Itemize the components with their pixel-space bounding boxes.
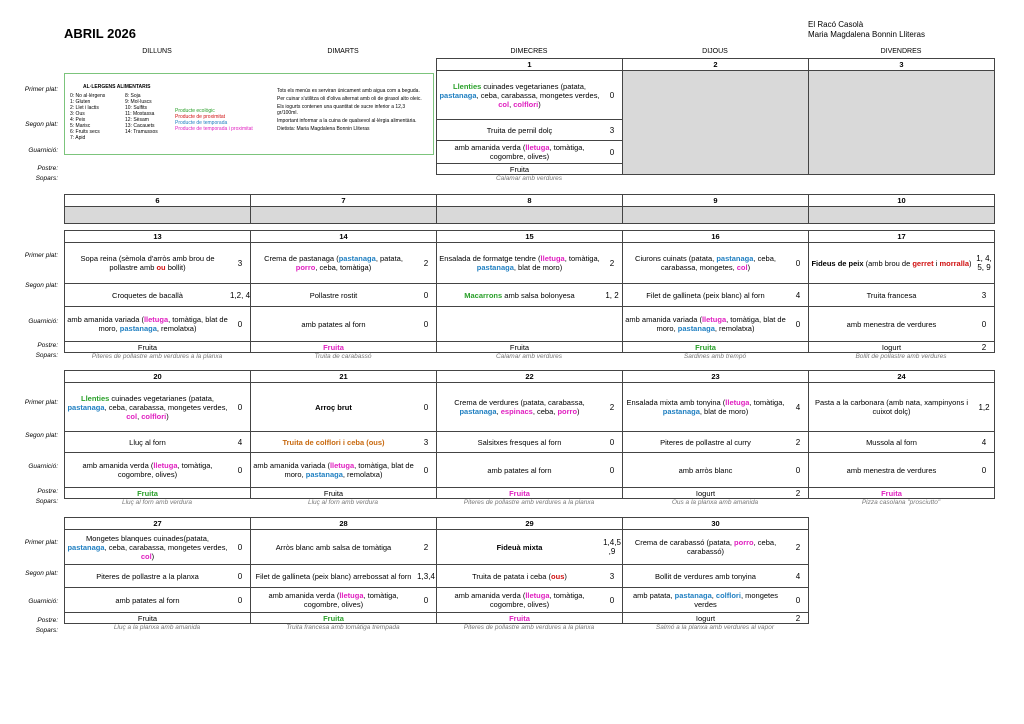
product-type: Producte de temporada i proximitat	[175, 126, 253, 132]
dinner-suggestion: Piteres de pollastre amb verdures a la planxa	[463, 499, 595, 506]
first-course: Crema de pastanaga (pastanaga, patata, porro, ceba, tomàtiga)	[264, 254, 403, 272]
allergen-code: 0	[423, 465, 429, 475]
day-number: 21	[251, 371, 437, 383]
allergen-item: 0: No al·lèrgens	[70, 93, 106, 99]
dessert-cell	[65, 342, 251, 353]
day-number: 6	[65, 195, 251, 207]
second-course: Salsitxes fresques al forn	[477, 437, 562, 447]
day-number: 23	[623, 371, 809, 383]
day-number: 28	[251, 518, 437, 530]
allergen-code: 0	[423, 595, 429, 605]
allergen-code: 1, 2	[605, 290, 619, 300]
second-course-cell	[65, 432, 251, 453]
week-w3	[64, 230, 995, 353]
first-course: Mongetes blanques cuinades(patata, pastanaga, ceba, carabassa, mongetes verdes, col)	[67, 533, 228, 561]
empty-day	[437, 207, 623, 224]
empty-day	[251, 207, 437, 224]
row-label-postre: Postre:	[37, 165, 58, 172]
dessert-cell	[251, 488, 437, 499]
dessert: Fruita	[137, 342, 158, 352]
day-number: 9	[623, 195, 809, 207]
allergen-code: 0	[609, 465, 615, 475]
first-course-cell	[437, 530, 623, 565]
allergen-code: 4	[237, 437, 243, 447]
allergen-code: 0	[237, 465, 243, 475]
allergen-code: 0	[609, 147, 615, 157]
side-dish: amb patates al forn	[115, 595, 180, 605]
dessert-cell	[809, 342, 995, 353]
dessert-cell	[251, 613, 437, 624]
day-number: 15	[437, 231, 623, 243]
first-course: Llenties cuinades vegetarianes (patata, pastanaga, ceba, carabassa, mongetes verdes, col, colflori)	[67, 393, 228, 421]
dinner-suggestion: Truita de carabassó	[314, 353, 372, 360]
allergen-code: 0	[609, 595, 615, 605]
page-title: ABRIL 2026	[64, 26, 137, 41]
legend-product-types	[175, 108, 253, 132]
allergen-code: 3	[609, 571, 615, 581]
side-dish: amb patata, pastanaga, colflori, mongetes verdes	[632, 591, 779, 609]
dietitian-name: Maria Magdalena Bonnin Lliteras	[808, 30, 925, 39]
allergen-code: 0	[981, 319, 987, 329]
allergen-code: 0	[237, 319, 243, 329]
allergen-code: 2	[609, 258, 615, 268]
dessert-cell	[437, 164, 623, 175]
first-course: Ensalada de formatge tendre (lletuga, tomàtiga, pastanaga, blat de moro)	[439, 254, 600, 272]
side-dish-cell	[437, 453, 623, 488]
organization	[808, 20, 925, 40]
legend-note: Per cuinar s'utilitza oli d'oliva alternat amb oli de girasol alto oleic.	[277, 96, 422, 102]
second-course: Macarrons amb salsa bolonyesa	[464, 290, 575, 300]
row-label-sopars: Sopars:	[35, 498, 58, 505]
second-course-cell	[809, 432, 995, 453]
second-course-cell	[623, 284, 809, 307]
second-course: Croquetes de bacallà	[112, 290, 183, 300]
first-course-cell	[623, 383, 809, 432]
dessert-cell	[623, 488, 809, 499]
dessert-cell	[65, 613, 251, 624]
side-dish-cell	[437, 307, 623, 342]
day-number: 3	[809, 59, 995, 71]
allergen-code: 0	[423, 290, 429, 300]
row-label-guarnicio: Guarnició:	[28, 318, 58, 325]
day-number: 7	[251, 195, 437, 207]
second-course-cell	[809, 284, 995, 307]
dessert-cell	[623, 342, 809, 353]
day-header-dimarts: DIMARTS	[327, 48, 359, 55]
second-course: Pollastre rostit	[309, 290, 358, 300]
allergen-code: 1,2, 4	[230, 290, 251, 300]
no-service-day	[623, 71, 809, 175]
allergen-code: 4	[795, 290, 801, 300]
no-service-day	[809, 71, 995, 175]
dessert: Fruita	[509, 613, 530, 623]
allergen-item: 12: Sèsam	[125, 117, 149, 123]
legend-note: Els iogurts contenen una quantitat de sucre inferior a 12,3 gr/100ml.	[277, 104, 406, 116]
allergen-item: 9: Mol·luscs	[125, 99, 152, 105]
dinner-suggestion: Lluç al forn amb verdura	[121, 499, 193, 506]
first-course-cell	[437, 243, 623, 284]
side-dish-cell	[65, 588, 251, 613]
second-course-cell	[437, 432, 623, 453]
allergen-code: 0	[609, 437, 615, 447]
dessert: Iogurt	[695, 488, 716, 498]
second-course: Truita de patata i ceba (ous)	[472, 571, 567, 581]
row-label-guarnicio: Guarnició:	[28, 598, 58, 605]
allergen-item: 8: Soja	[125, 93, 141, 99]
day-number: 24	[809, 371, 995, 383]
second-course: Piteres de pollastre al curry	[660, 437, 751, 447]
allergen-legend	[64, 73, 434, 155]
product-type: Producte de proximitat	[175, 114, 226, 120]
day-number: 22	[437, 371, 623, 383]
first-course-cell	[65, 383, 251, 432]
legend-col2	[125, 93, 158, 135]
first-course-cell	[251, 383, 437, 432]
dinner-suggestion: Pizza casolana "prosciutto"	[861, 499, 941, 506]
row-label-primer: Primer plat:	[24, 399, 58, 406]
allergen-code: 1,3,4	[417, 571, 435, 581]
week-w2	[64, 194, 995, 224]
allergen-code: 0	[795, 258, 801, 268]
row-label-segon: Segon plat:	[25, 432, 58, 439]
allergen-item: 5: Marisc	[70, 123, 91, 129]
dessert: Fruita	[323, 488, 344, 498]
allergen-code: 0	[237, 595, 243, 605]
second-course-cell	[623, 432, 809, 453]
week-w5	[64, 517, 809, 624]
dinner-suggestion: Piteres de pollastre amb verdures a la planxa	[463, 624, 595, 631]
allergen-code: 3	[237, 258, 243, 268]
allergen-code: 1, 4, 5, 9	[976, 254, 992, 272]
row-label-segon: Segon plat:	[25, 282, 58, 289]
row-label-sopars: Sopars:	[35, 175, 58, 182]
legend-notes	[277, 88, 427, 134]
side-dish: amb patates al forn	[301, 319, 366, 329]
first-course: Fideuà mixta	[496, 542, 543, 552]
first-course: Arròs blanc amb salsa de tomàtiga	[275, 542, 392, 552]
side-dish-cell	[251, 307, 437, 342]
day-number: 20	[65, 371, 251, 383]
dessert-cell	[437, 342, 623, 353]
dessert-cell	[623, 613, 809, 624]
dinner-suggestion: Lluç a la planxa amb amanida	[113, 624, 201, 631]
allergen-code: 0	[795, 319, 801, 329]
allergen-code: 2	[795, 613, 801, 623]
row-label-primer: Primer plat:	[24, 539, 58, 546]
legend-note: Important informar a la cuina de qualsevol al·lèrgia alimentària.	[277, 118, 417, 124]
legend-note: Dietista: Maria Magdalena Bonnin Lliteras	[277, 126, 370, 132]
allergen-code: 1,2	[978, 402, 990, 412]
legend-title: AL·LERGENS ALIMENTARIS	[83, 84, 151, 90]
legend-col1	[70, 93, 105, 141]
first-course-cell	[809, 243, 995, 284]
allergen-code: 0	[237, 571, 243, 581]
side-dish: amb amanida variada (lletuga, tomàtiga, blat de moro, pastanaga, remolatxa)	[625, 315, 786, 333]
day-number: 30	[623, 518, 809, 530]
dessert: Fruita	[695, 342, 716, 352]
allergen-code: 0	[795, 465, 801, 475]
dessert: Fruita	[509, 488, 530, 498]
row-label-guarnicio: Guarnició:	[28, 147, 58, 154]
dessert: Fruita	[509, 164, 530, 174]
side-dish: amb amanida variada (lletuga, tomàtiga, blat de moro, pastanaga, remolatxa)	[67, 315, 228, 333]
side-dish-cell	[251, 453, 437, 488]
allergen-code: 4	[981, 437, 987, 447]
side-dish: amb amanida verda (lletuga, tomàtiga, cogombre, olives)	[82, 461, 213, 479]
second-course-cell	[251, 284, 437, 307]
first-course-cell	[623, 243, 809, 284]
dessert-cell	[65, 488, 251, 499]
first-course-cell	[809, 383, 995, 432]
allergen-item: 3: Ous	[70, 111, 85, 117]
dessert: Iogurt	[881, 342, 902, 352]
second-course: Filet de gallineta (peix blanc) arrebossat al forn	[255, 571, 412, 581]
row-label-segon: Segon plat:	[25, 570, 58, 577]
second-course: Filet de gallineta (peix blanc) al forn	[646, 290, 765, 300]
side-dish: amb amanida verda (lletuga, tomàtiga, cogombre, olives)	[268, 591, 399, 609]
first-course-cell	[251, 243, 437, 284]
allergen-item: 6: Fruits secs	[70, 129, 100, 135]
second-course-cell	[65, 565, 251, 588]
dessert: Fruita	[323, 342, 344, 352]
row-label-primer: Primer plat:	[24, 86, 58, 93]
org-name: El Racó Casolà	[808, 20, 864, 29]
second-course: Truita de pernil dolç	[486, 125, 553, 135]
row-label-postre: Postre:	[37, 617, 58, 624]
allergen-code: 2	[981, 342, 987, 352]
allergen-item: 1: Gluten	[70, 99, 91, 105]
dinner-suggestion: Lluç al forn amb verdura	[307, 499, 379, 506]
allergen-code: 0	[609, 90, 615, 100]
row-label-segon: Segon plat:	[25, 121, 58, 128]
allergen-item: 2: Llet i lactis	[70, 105, 99, 111]
dessert: Fruita	[323, 613, 344, 623]
allergen-item: 14: Tramussos	[125, 129, 158, 135]
day-header-divendres: DIVENDRES	[880, 48, 922, 55]
dessert: Fruita	[137, 488, 158, 498]
side-dish: amb amanida verda (lletuga, tomàtiga, cogombre, olives)	[454, 591, 585, 609]
side-dish-cell	[623, 307, 809, 342]
allergen-code: 0	[237, 402, 243, 412]
row-label-primer: Primer plat:	[24, 252, 58, 259]
dinner-suggestion: Sardines amb trempó	[683, 353, 747, 360]
day-header-dimecres: DIMECRES	[510, 48, 548, 55]
row-label-postre: Postre:	[37, 342, 58, 349]
allergen-code: 4	[795, 571, 801, 581]
dinner-suggestion: Salmó a la planxa amb verdures al vapor	[655, 624, 775, 631]
day-number: 8	[437, 195, 623, 207]
first-course-cell	[65, 243, 251, 284]
second-course: Lluç al forn	[129, 437, 166, 447]
side-dish: amb menestra de verdures	[846, 319, 937, 329]
second-course: Truita francesa	[866, 290, 917, 300]
first-course: Ensalada mixta amb tonyina (lletuga, tomàtiga, pastanaga, blat de moro)	[626, 398, 785, 416]
side-dish-cell	[65, 453, 251, 488]
dessert: Fruita	[137, 613, 158, 623]
dinner-suggestion: Bollit de pollastre amb verdures	[855, 353, 947, 360]
first-course-cell	[623, 530, 809, 565]
allergen-code: 0	[237, 542, 243, 552]
allergen-code: 0	[423, 402, 429, 412]
allergen-code: 2	[423, 542, 429, 552]
dinner-suggestion: Ous a la planxa amb amanida	[671, 499, 759, 506]
side-dish: amb amanida variada (lletuga, tomàtiga, blat de moro, pastanaga, remolatxa)	[253, 461, 414, 479]
day-number: 14	[251, 231, 437, 243]
product-type: Producte ecològic	[175, 108, 215, 114]
dinner-suggestion: Piteres de pollastre amb verdures a la planxa	[91, 353, 223, 360]
empty-day	[65, 207, 251, 224]
side-dish-cell	[251, 588, 437, 613]
first-course: Fideus de peix (amb brou de gerret i morralla)	[811, 258, 972, 268]
first-course-cell	[251, 530, 437, 565]
allergen-item: 4: Peix	[70, 117, 86, 123]
week-w1	[436, 58, 995, 175]
first-course: Llenties cuinades vegetarianes (patata, pastanaga, ceba, carabassa, mongetes verdes, col, colflori)	[439, 81, 600, 109]
day-number: 16	[623, 231, 809, 243]
side-dish-cell	[623, 453, 809, 488]
allergen-code: 2	[795, 437, 801, 447]
allergen-item: 11: Mostassa	[125, 111, 155, 117]
first-course-cell	[65, 530, 251, 565]
first-course: Ciurons cuinats (patata, pastanaga, ceba, carabassa, mongetes, col)	[635, 254, 776, 272]
legend-note: Tots els menús es serviran únicament amb aigua com a beguda.	[277, 88, 420, 94]
allergen-code: 3	[981, 290, 987, 300]
dessert-cell	[437, 613, 623, 624]
allergen-code: 3	[423, 437, 429, 447]
dinner-suggestion: Calamar amb verdures	[495, 353, 563, 360]
day-number: 17	[809, 231, 995, 243]
side-dish-cell	[809, 307, 995, 342]
first-course: Crema de verdures (patata, carabassa, pastanaga, espinacs, ceba, porro)	[454, 398, 585, 416]
second-course: Mussola al forn	[866, 437, 917, 447]
second-course-cell	[437, 120, 623, 141]
second-course: Bollit de verdures amb tonyina	[655, 571, 756, 581]
side-dish-cell	[437, 588, 623, 613]
dessert: Iogurt	[695, 613, 716, 623]
day-number: 13	[65, 231, 251, 243]
allergen-code: 0	[981, 465, 987, 475]
allergen-item: 10: Sulfits	[125, 105, 147, 111]
side-dish-cell	[437, 141, 623, 164]
side-dish-cell	[809, 453, 995, 488]
allergen-code: 1,4,5 ,9	[603, 538, 621, 556]
side-dish-cell	[65, 307, 251, 342]
dinner-suggestion: Calamar amb verdures	[495, 175, 563, 182]
second-course-cell	[437, 565, 623, 588]
row-label-sopars: Sopars:	[35, 627, 58, 634]
first-course: Pasta a la carbonara (amb nata, xampinyons i cuixot dolç)	[815, 398, 968, 416]
allergen-code: 0	[795, 595, 801, 605]
dinner-suggestion: Truita francesa amb tomàtiga trempada	[286, 624, 400, 631]
empty-day	[623, 207, 809, 224]
first-course: Sopa reina (sèmola d'arròs amb brou de pollastre amb ou bollit)	[80, 254, 215, 272]
allergen-item: 7: Apid	[70, 135, 86, 141]
allergen-code: 4	[795, 402, 801, 412]
day-number: 10	[809, 195, 995, 207]
day-number: 27	[65, 518, 251, 530]
second-course-cell	[623, 565, 809, 588]
first-course-cell	[437, 71, 623, 120]
first-course-cell	[437, 383, 623, 432]
allergen-code: 3	[609, 125, 615, 135]
dessert-cell	[437, 488, 623, 499]
row-label-postre: Postre:	[37, 488, 58, 495]
allergen-code: 2	[423, 258, 429, 268]
side-dish: amb patates al forn	[487, 465, 552, 475]
side-dish: amb menestra de verdures	[846, 465, 937, 475]
allergen-code: 2	[795, 488, 801, 498]
product-type: Producte de temporada	[175, 120, 228, 126]
empty-day	[809, 207, 995, 224]
second-course-cell	[65, 284, 251, 307]
day-number: 1	[437, 59, 623, 71]
day-number: 29	[437, 518, 623, 530]
second-course-cell	[251, 432, 437, 453]
day-header-dilluns: DILLUNS	[142, 48, 172, 55]
day-number: 2	[623, 59, 809, 71]
allergen-code: 0	[423, 319, 429, 329]
week-w4	[64, 370, 995, 499]
second-course-cell	[251, 565, 437, 588]
allergen-code: 2	[609, 402, 615, 412]
dessert-cell	[251, 342, 437, 353]
side-dish: amb amanida verda (lletuga, tomàtiga, cogombre, olives)	[454, 143, 585, 161]
day-header-dijous: DIJOUS	[702, 48, 728, 55]
second-course: Truita de colflori i ceba (ous)	[282, 437, 385, 447]
first-course: Crema de carabassó (patata, porro, ceba, carabassó)	[634, 538, 777, 556]
allergen-item: 13: Cacauets	[125, 123, 155, 129]
dessert: Fruita	[509, 342, 530, 352]
dessert: Fruita	[881, 488, 902, 498]
dessert-cell	[809, 488, 995, 499]
second-course: Piteres de pollastre a la planxa	[96, 571, 199, 581]
first-course: Arroç brut	[315, 402, 352, 412]
second-course-cell	[437, 284, 623, 307]
allergen-code: 2	[795, 542, 801, 552]
side-dish-cell	[623, 588, 809, 613]
side-dish: amb arròs blanc	[678, 465, 733, 475]
row-label-guarnicio: Guarnició:	[28, 463, 58, 470]
row-label-sopars: Sopars:	[35, 352, 58, 359]
